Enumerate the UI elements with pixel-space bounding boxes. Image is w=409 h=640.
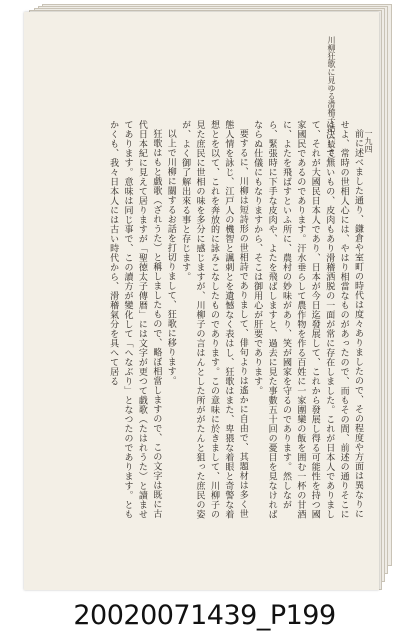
- paragraph: 狂歌はもと戯歌（ざれうた）と稱しましたもので、略ぼ相當しますので、この文字は既に古代日本紀に見えて居りますが「聖徳太子傳暦」には文字が更つて戯歌（たはれうた）と讀ませてあります。意味は同じ事で、この讀方が變化して「へなぶり」となつたのであります。ともかくも、我々日本人には古い時代から、滑稽氣分を具へて居る: [108, 120, 162, 519]
- body-text: [65, 120, 365, 522]
- paragraph: 以上で川柳に關するお話を打切りまして、狂歌に移ります。: [165, 129, 176, 386]
- document-page: [24, 12, 379, 590]
- page-number: 一九四: [364, 129, 373, 153]
- paragraph: 前に述べました通り、鎌倉や室町の時代は度々ありましたので、その程度や方面は異なりにせよ、常時の世相人心には、やはり相當なものがあったので、而もその間、前述の通りそこには決して無いもの、皮肉もあり滑稽洒脱の一面が常に存在しました。これが日本人でありまして、それが大國民日本人であり、日本が今日迄發展して、これから發展し得る可能性を持つ國家國民であるのであります。汗水垂らして農作物を作る百姓に一家團欒の飯を囲む一杯の甘酒に、よたを飛ばすといふ所に、農村の妙味があり、笑が國家を守るのであります。然しながら、緊張時に下手な皮肉や、よたを飛ばしますと、過去に見た事數五十回の憂目を見なければならぬ仕儀にもなりますから、そこは御用心が肝要であります。: [252, 120, 363, 519]
- image-caption: 20020071439_P199: [73, 600, 336, 631]
- running-head: 川柳狂歌に見ゆる滑稽子話（続き）: [327, 36, 336, 164]
- page-stack: [12, 4, 390, 590]
- paragraph: 要するに、川柳は短詩形の世相詩でありまして、俳句よりは遙かに自由で、其題材は多く世態人情を詠じ、江戸人の機智と諷刺とを遺憾なく表はし、狂歌はまた、卑猥な着眼と奇警な着想とを以て、これを奔放的に詠みこなしたものであります。この意味に於きまして、川柳子の見た庶民に世相の味を多分に感じますが、川柳子の言はんとした所ががたんと狙った庶民の姿が、よく御了解出來る事と存じます。: [180, 120, 248, 519]
